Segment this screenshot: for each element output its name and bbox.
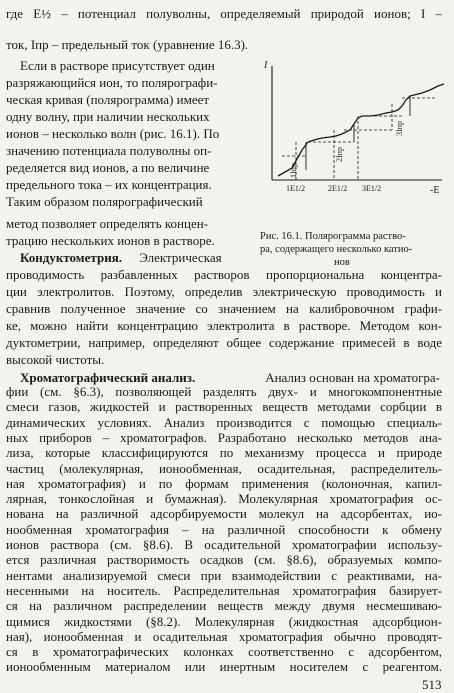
half-wave-label-3: 3E1/2 <box>362 184 382 193</box>
left-col-line-4: одну волну, при наличии нескольких <box>6 109 210 124</box>
left-col-line-11: трацию нескольких ионов в растворе. <box>6 233 215 248</box>
text-line-top-1: где E½ – потенциал полуволны, определяемый природой ионов; I – <box>6 6 442 21</box>
polarogram-figure <box>262 58 448 218</box>
figure-caption-2: ра, содержащего несколько катио- <box>260 244 413 255</box>
body2-line-10: нообменная хроматография – на различной способности к обмену <box>6 521 442 537</box>
body2-line-12: ется различная растворимость осадков (см. §8.6), образуемых компо- <box>6 552 442 568</box>
body2-line-17: ная), ионообменная и осадительная хроматография обычно проводят- <box>6 628 442 644</box>
body1-line-5: дуктометрии, например, определяют общее содержание примесей в воде <box>6 335 442 350</box>
wave-label-1: 1Iпр <box>289 163 298 178</box>
chromatography-heading: Хроматографический анализ. <box>20 370 196 385</box>
wave-label-2: 2Iпр <box>335 147 344 162</box>
body2-line-8: лярная, тонкослойная и бумажная). Молекулярная хроматография ос- <box>6 491 442 507</box>
figure-caption-3: нов <box>334 257 350 268</box>
y-axis-label: I <box>264 60 268 71</box>
left-col-line-5: ионов – несколько волн (рис. 16.1). По <box>6 126 220 141</box>
chromatography-line <box>20 370 440 385</box>
left-col-line-1: Если в растворе присутствует один <box>20 58 215 73</box>
wave-label-3: 3Iпр <box>395 121 404 136</box>
body2-line-7: ная хроматография) и по формам применения (колоночная, капил- <box>6 475 442 491</box>
half-wave-label-2: 2E1/2 <box>328 184 348 193</box>
left-col-line-3: ческая кривая (полярограмма) имеет <box>6 92 210 107</box>
body1-line-6: высокой чистоты. <box>6 352 105 367</box>
body2-line-2: смеси газов, жидкостей и растворенных веществ методами сорбции в <box>6 399 442 415</box>
chromatography-first: Анализ основан на хроматогра- <box>265 370 440 385</box>
body2-line-1: фии (см. §6.3), позволяющей разделять двух- и многокомпонентные <box>6 384 442 399</box>
left-col-line-7: ределяется вид ионов, а по величине <box>6 160 210 175</box>
left-col-line-8: предельного тока – их концентрация. <box>6 177 212 192</box>
figure-caption-1: Рис. 16.1. Полярограмма раство- <box>260 231 406 242</box>
left-col-line-10: метод позволяет определять концен- <box>6 216 209 231</box>
conductometry-first: Электрическая <box>139 250 222 265</box>
left-col-line-9: Таким образом полярографический <box>6 194 203 209</box>
body1-line-3: сравнив полученное значение со значением на калибровочном графи- <box>6 301 442 316</box>
body2-line-11: ионов раствора (см. §8.6). В осадительной хроматографии использу- <box>6 537 442 552</box>
page-number: 513 <box>422 676 442 692</box>
body2-line-19: ионообменным материалом или инертным носителем с реагентом. <box>6 659 442 675</box>
x-axis-label: -E <box>430 185 440 196</box>
conductometry-line <box>20 250 222 265</box>
guide-lines <box>282 98 437 180</box>
conductometry-heading: Кондуктометрия. <box>20 250 122 265</box>
body1-line-2: ции электролитов. Поэтому, определив электрическую проводимость и <box>6 284 442 299</box>
body2-line-9: нована на различной адсорбируемости молекул на адсорбентах, ио- <box>6 506 442 522</box>
body1-line-1: проводимость разбавленных растворов пропорциональна концентра- <box>6 267 442 282</box>
half-wave-label-1: 1E1/2 <box>286 184 306 193</box>
body2-line-4: ных приборов – хроматографов. Разработано несколько методов ана- <box>6 429 442 445</box>
body2-line-3: динамических условиях. Анализ производится с помощью специаль- <box>6 414 442 430</box>
body2-line-13: нентами анализируемой смеси при взаимодействии с реактивами, на- <box>6 567 442 583</box>
left-col-line-6: значению потенциала полуволны оп- <box>6 143 212 158</box>
body1-line-4: ке, можно найти концентрацию электролита в растворе. Методом кон- <box>6 318 442 333</box>
left-col-line-2: разряжающийся ион, то полярографи- <box>6 75 218 90</box>
body2-line-16: щимися жидкостями (§8.2). Молекулярная (жидкостная адсорбцион- <box>6 613 442 629</box>
body2-line-5: лиза, которые классифицируются по механизму процесса и природе <box>6 445 442 461</box>
body2-line-14: несенными на носитель. Распределительная хроматография базирует- <box>6 582 442 598</box>
body2-line-15: ся на различном распределении веществ между двумя несмешиваю- <box>6 598 442 614</box>
body2-line-18: ся в хроматографических колонках соответственно с адсорбентом, <box>6 644 442 660</box>
body2-line-6: частиц (молекулярная, ионообменная, осадительная, распределитель- <box>6 460 442 476</box>
text-line-top-2: ток, Iпр – предельный ток (уравнение 16.3). <box>6 37 249 52</box>
